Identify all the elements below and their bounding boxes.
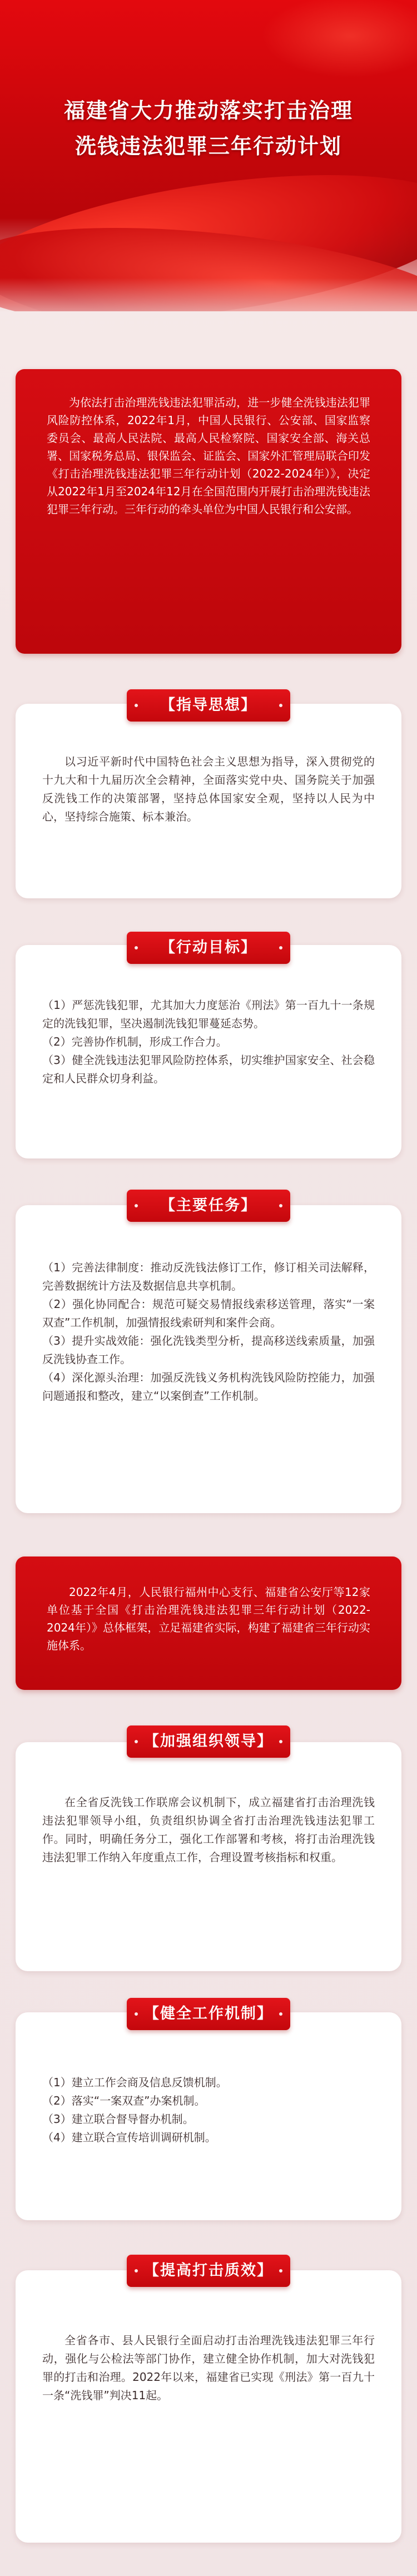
goal-item: （1）严惩洗钱犯罪，尤其加大力度惩治《刑法》第一百九十一条规定的洗钱犯罪，坚决遏制洗钱犯罪蔓延态势。 xyxy=(42,998,375,1030)
page-title-line2: 洗钱违法犯罪三年行动计划 xyxy=(75,134,342,158)
section-mechanism-label: 【健全工作机制】 xyxy=(127,1998,290,2030)
task-item: （2）强化协同配合：规范可疑交易情报线索移送管理，落实“一案双查”工作机制，加强情报线索研判和案件会商。 xyxy=(42,1297,375,1329)
section-guiding-label: 【指导思想】 xyxy=(127,689,290,722)
quality-text: 全省各市、县人民银行全面启动打击治理洗钱违法犯罪三年行动，强化与公检法等部门协作，建立健全协作机制，加大对洗钱犯罪的打击和治理。2022年以来，福建省已实现《刑法》第一百九十一条“洗钱罪”判决11起。 xyxy=(42,2334,375,2402)
section-tasks-card xyxy=(16,1205,401,1513)
mechanism-item: （4）建立联合宣传培训调研机制。 xyxy=(42,2131,216,2144)
task-item: （4）深化源头治理：加强反洗钱义务机构洗钱风险防控能力，加强问题通报和整改，建立“以案倒查”工作机制。 xyxy=(42,1371,375,1403)
header-fade xyxy=(0,278,417,311)
header-banner xyxy=(0,0,417,311)
section-quality-label: 【提高打击质效】 xyxy=(127,2255,290,2287)
section-mechanism-card xyxy=(16,2012,401,2220)
page-title-line1: 福建省大力推动落实打击治理 xyxy=(63,98,353,123)
mechanism-item: （2）落实“一案双查”办案机制。 xyxy=(42,2094,206,2107)
section-org-label: 【加强组织领导】 xyxy=(127,1725,290,1758)
section-goals-label: 【行动目标】 xyxy=(127,932,290,964)
fujian-text: 2022年4月，人民银行福州中心支行、福建省公安厅等12家单位基于全国《打击治理洗钱违法犯罪三年行动计划（2022-2024年）》总体框架，立足福建省实际，构建了福建省三年行动实施体系。 xyxy=(47,1585,370,1652)
section-quality-card xyxy=(16,2270,401,2543)
org-text: 在全省反洗钱工作联席会议机制下，成立福建省打击治理洗钱违法犯罪领导小组，负责组织协调全省打击治理洗钱违法犯罪工作。同时，明确任务分工，强化工作部署和考核，将打击治理洗钱违法犯罪工作纳入年度重点工作，合理设置考核指标和权重。 xyxy=(42,1796,375,1864)
task-item: （3）提升实战效能：强化洗钱类型分析，提高移送线索质量，加强反洗钱协查工作。 xyxy=(42,1334,375,1366)
section-org-card xyxy=(16,1742,401,1971)
mechanism-item: （1）建立工作会商及信息反馈机制。 xyxy=(42,2076,227,2089)
goal-item: （2）完善协作机制，形成工作合力。 xyxy=(42,1035,227,1048)
mechanism-item: （3）建立联合督导督办机制。 xyxy=(42,2112,194,2126)
guiding-text: 以习近平新时代中国特色社会主义思想为指导，深入贯彻党的十九大和十九届历次全会精神，全面落实党中央、国务院关于加强反洗钱工作的决策部署，坚持总体国家安全观，坚持以人民为中心，坚持综合施策、标本兼治。 xyxy=(42,755,375,823)
task-item: （1）完善法律制度：推动反洗钱法修订工作，修订相关司法解释，完善数据统计方法及数据信息共享机制。 xyxy=(42,1261,375,1292)
header-glow xyxy=(261,0,417,78)
section-goals-card xyxy=(16,945,401,1158)
fujian-box xyxy=(16,1556,401,1690)
goal-item: （3）健全洗钱违法犯罪风险防控体系，切实维护国家安全、社会稳定和人民群众切身利益。 xyxy=(42,1053,375,1085)
intro-box xyxy=(16,369,401,654)
intro-text: 为依法打击治理洗钱违法犯罪活动，进一步健全洗钱违法犯罪风险防控体系，2022年1月，中国人民银行、公安部、国家监察委员会、最高人民法院、最高人民检察院、国家安全部、海关总署、国家税务总局、银保监会、证监会、国家外汇管理局联合印发《打击治理洗钱违法犯罪三年行动计划（2022-2024年）》，决定从2022年1月至2024年12月在全国范围内开展打击治理洗钱违法犯罪三年行动。三年行动的牵头单位为中国人民银行和公安部。 xyxy=(47,396,370,516)
section-tasks-label: 【主要任务】 xyxy=(127,1190,290,1222)
section-guiding-card xyxy=(16,704,401,898)
